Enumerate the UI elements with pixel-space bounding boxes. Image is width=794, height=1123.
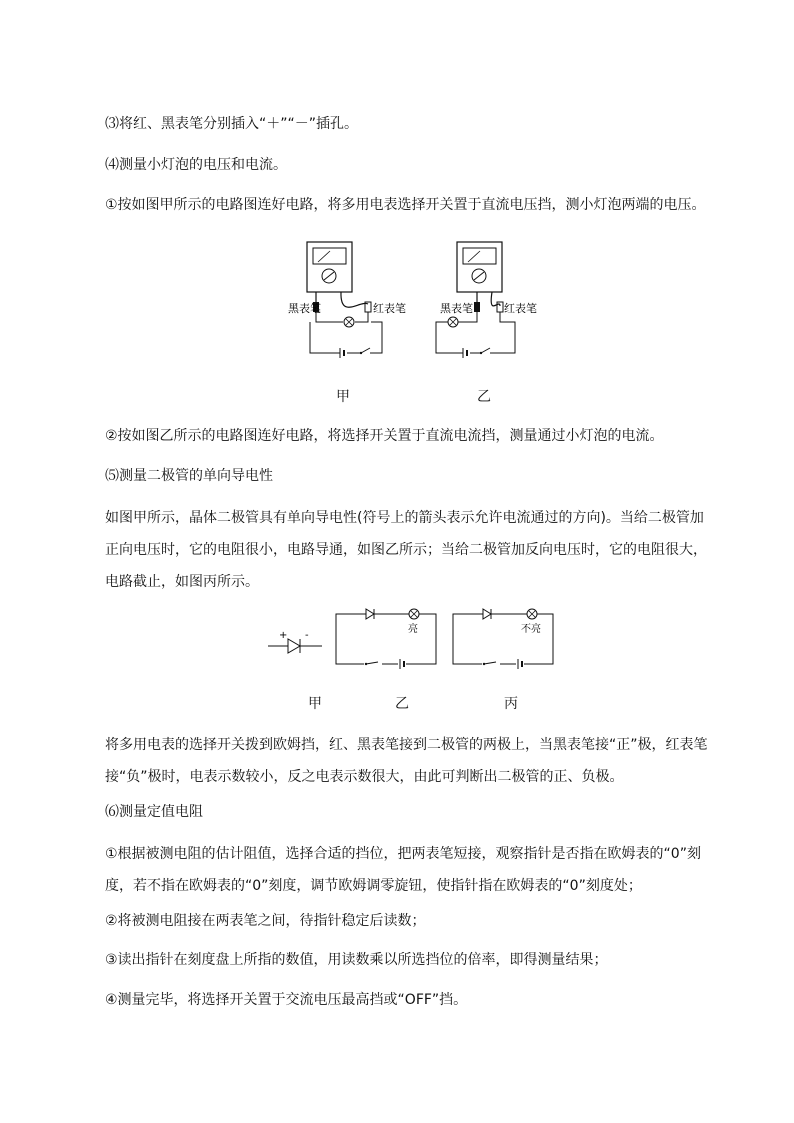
figure2-caption-b: 乙: [395, 696, 409, 712]
bulb-icon-b: [448, 317, 458, 327]
step-6-3: ③读出指针在刻度盘上所指的数值，用读数乘以所选挡位的倍率，即得测量结果；: [105, 952, 608, 968]
step-6-1: ①根据被测电阻的估计阻值，选择合适的挡位，把两表笔短接，观察指针是否指在欧姆表的“0”刻度，若不指在欧姆表的“0”刻度，调节欧姆调零旋钮，使指针指在欧姆表的“0”刻度处；: [105, 846, 701, 894]
switch-icon-d: [482, 660, 500, 668]
diode-icon: [268, 639, 322, 653]
multimeter-icon-b: [457, 242, 502, 292]
switch-icon-c: [364, 660, 382, 668]
diode-paragraph: 如图甲所示，晶体二极管具有单向导电性(符号上的箭头表示允许电流通过的方向)。当给二极管加正向电压时，它的电阻很小，电路导通，如图乙所示；当给二极管加反向电压时，它的电阻很大，电路截止，如图丙所示。: [105, 510, 707, 590]
battery-icon-c: [398, 658, 406, 670]
unlit-label: 不亮: [521, 624, 541, 635]
diode-icon-c: [483, 609, 491, 619]
diode-icon-b: [366, 609, 374, 619]
black-probe-label-b: 黑表笔: [440, 302, 473, 315]
step-4-2: ②按如图乙所示的电路图连好电路，将选择开关置于直流电流挡，测量通过小灯泡的电流。: [105, 428, 664, 444]
figure-diode-circuits: [0, 602, 794, 692]
red-probe-label-a: 红表笔: [373, 302, 406, 315]
red-probe-label-b: 红表笔: [504, 302, 537, 315]
switch-icon-a: [360, 348, 370, 354]
figure1-caption-a: 甲: [336, 389, 350, 405]
battery-icon-a: [340, 348, 344, 358]
lit-label: 亮: [408, 624, 418, 635]
bulb-icon-d: [527, 609, 537, 619]
step-5: ⑸测量二极管的单向导电性: [105, 468, 273, 484]
step-4-1: ①按如图甲所示的电路图连好电路，将多用电表选择开关置于直流电压挡，测小灯泡两端的电压。: [105, 197, 706, 213]
step-4: ⑷测量小灯泡的电压和电流。: [105, 157, 287, 173]
step-3: ⑶将红、黑表笔分别插入“＋”“－”插孔。: [105, 116, 359, 132]
battery-icon-d: [516, 658, 524, 670]
black-probe-label-a: 黑表笔: [288, 302, 321, 315]
figure-multimeter-circuits: [0, 240, 794, 390]
battery-icon-b: [463, 348, 467, 358]
multimeter-icon-a: [307, 242, 352, 292]
figure2-caption-c: 丙: [504, 696, 518, 712]
bulb-icon-a: [344, 317, 354, 327]
plus-sign: +: [279, 630, 288, 641]
step-6: ⑹测量定值电阻: [105, 804, 203, 820]
minus-sign: -: [305, 630, 309, 641]
figure2-caption-a: 甲: [308, 696, 322, 712]
bulb-icon-c: [409, 609, 419, 619]
step-6-2: ②将被测电阻接在两表笔之间，待指针稳定后读数；: [105, 913, 426, 929]
step-6-4: ④测量完毕，将选择开关置于交流电压最高挡或“OFF”挡。: [105, 992, 468, 1008]
switch-icon-b: [480, 348, 490, 354]
ohmmeter-diode-paragraph: 将多用电表的选择开关拨到欧姆挡，红、黑表笔接到二极管的两极上，当黑表笔接“正”极，红表笔接“负”极时，电表示数较小，反之电表示数很大，由此可判断出二极管的正、负极。: [105, 737, 708, 785]
figure1-caption-b: 乙: [477, 389, 491, 405]
